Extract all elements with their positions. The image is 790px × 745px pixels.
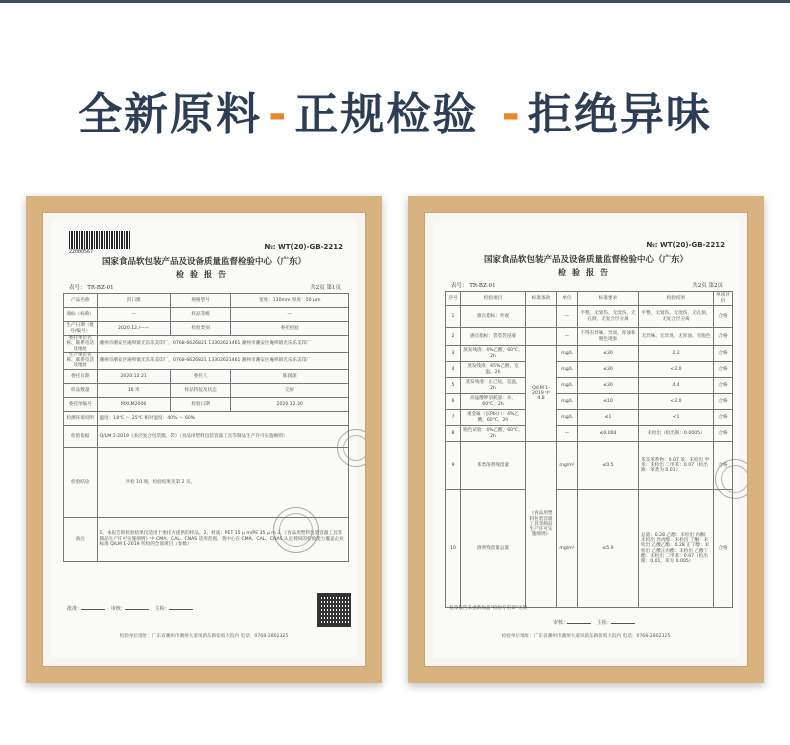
edge-seal: [715, 459, 748, 499]
cell-verdict: 合格: [714, 394, 733, 410]
report-title: 检验报告: [176, 269, 232, 279]
cell-index: 10: [446, 490, 461, 608]
field-value: 共检 10 项，检验结果见第 2 页。: [97, 447, 349, 517]
field-label: 检验依据: [64, 425, 98, 447]
column-header: 单位: [557, 292, 578, 306]
field-value: Q/LM 1-2019《多层复合包装膜、袋》（食品用塑料包装容器工具等制品生产许可实施细则）: [97, 425, 349, 447]
issuing-organization: 国家食品软包装产品及设备质量监督检验中心（广东）: [483, 255, 688, 265]
approver-signature: [81, 603, 108, 610]
cell-result: 总量：0.28 乙醇：未检出 丙酮：未检出 异丙醇：未检出 丁酮：未检出 乙酸乙酯：0.28 正丁醇：未检出 乙酸正丙酯：未检出 乙酸丁酯：未检出 二甲苯：0.07（检出限：0.01，苯为 0.005）: [639, 490, 714, 608]
cell-index: 3: [446, 346, 461, 362]
column-header: 标准要求: [578, 292, 639, 306]
cell-clause: Q/LM 1-2019 中 4.8: [526, 346, 557, 442]
cell-verdict: 合格: [714, 442, 733, 490]
cell-result: 平整，无划伤、无烫伤、无孔洞，无复合层分离: [639, 306, 714, 328]
cell-verdict: 合格: [714, 306, 733, 328]
report-number: №: WT(20)-GB-2212: [264, 243, 343, 251]
cell-index: 6: [446, 394, 461, 410]
cell-result: 无异味、无异臭、无浑浊、无脱色: [639, 328, 714, 346]
cell-requirement: ≤30: [578, 346, 639, 362]
cell-unit: —: [557, 426, 578, 442]
table-row: [64, 383, 349, 397]
field-value: 完好: [231, 383, 349, 397]
table-row: [446, 346, 733, 362]
cell-clause: [526, 306, 557, 328]
cell-index: 4: [446, 362, 461, 378]
table-row: [446, 328, 733, 346]
cell-requirement: ≤1: [578, 410, 639, 426]
field-value: 委托检验: [231, 322, 349, 336]
cell-item: 脱色试验：4%乙酸，60℃，2h: [461, 426, 526, 442]
cell-index: 1: [446, 306, 461, 328]
field-value: MXLM2006: [97, 397, 170, 411]
report-page-2: [433, 221, 739, 658]
test-results-table: [445, 291, 733, 608]
table-row: [64, 369, 349, 383]
barcode: [69, 231, 131, 249]
column-header: 检验项目: [461, 292, 526, 306]
field-label: 检验类别: [170, 322, 231, 336]
report-title: 检验报告: [558, 267, 614, 277]
cell-unit: mg/L: [557, 346, 578, 362]
barcode-number: 22000567: [69, 249, 94, 255]
reviewer-label: 审核：: [553, 620, 569, 626]
field-label: 生产日期（批号/编号）: [64, 322, 98, 336]
cell-index: 7: [446, 410, 461, 426]
cell-verdict: 合格: [714, 490, 733, 608]
table-row: [446, 442, 733, 490]
headline-part3: 拒绝异味: [527, 89, 712, 140]
field-value: 宽度：130mm 厚度：50 μm: [231, 294, 349, 308]
cell-clause: [526, 328, 557, 346]
cell-unit: —: [557, 306, 578, 328]
cell-result: 未检出（检出限：0.0005）: [639, 426, 714, 442]
field-label: 样品特征及状态: [170, 383, 231, 397]
field-label: 检测环境说明: [64, 411, 98, 425]
field-label: 生产单位名称、联系电话及地址: [64, 352, 98, 369]
table-row: [64, 322, 349, 336]
cell-result: 苯及苯系物：0.07 苯：未检出 甲苯：未检出 二甲苯：0.07（检出限：苯类为 0.01）: [639, 442, 714, 490]
certificate-frame-left: [26, 196, 382, 683]
cell-result: <1: [639, 410, 714, 426]
approver-label: 批准：: [67, 606, 83, 612]
cell-item: 感官指标：外观: [461, 306, 526, 328]
maker-label: 主检：: [596, 620, 612, 626]
field-label: 委托单位名称、联系电话及地址: [64, 336, 98, 353]
table-row: [64, 411, 349, 425]
field-value: 2020.12.30: [231, 397, 349, 411]
frame-mat: [424, 212, 748, 667]
field-label: 委托人: [170, 369, 231, 383]
cell-item: 蒸发残渣：65%乙醇，室温，2h: [461, 362, 526, 378]
cell-item: 蒸发残渣：4%乙酸，60℃，2h: [461, 346, 526, 362]
field-value: 2020.12.21: [97, 369, 170, 383]
field-label: 样品等级: [170, 308, 231, 322]
copy-notice: 复印报告未重新加盖“检验专用章”无效: [449, 606, 528, 611]
cell-requirement: 平整，无划伤、无烫伤、无孔洞，无复合层分离: [578, 306, 639, 328]
column-header: 单项评价: [714, 292, 733, 306]
cell-requirement: ≤10: [578, 394, 639, 410]
maker-label: 主检：: [154, 606, 170, 612]
report-page-1: [51, 221, 357, 658]
field-value: 潮州市潮安区庵埠镇光乐乐美印厂，0768-6626821 13302621461 潮州市潮安区庵埠镇光乐乐美印厂: [97, 352, 349, 369]
cell-requirement: ≤5.0: [578, 490, 639, 608]
maker-signature: [611, 617, 638, 624]
reviewer-signature: [567, 617, 594, 624]
cell-unit: mg/L: [557, 362, 578, 378]
cell-result: <2.0: [639, 362, 714, 378]
field-label: 规格型号: [170, 294, 231, 308]
field-label: 检验日期: [170, 397, 231, 411]
field-label: 检验结论: [64, 447, 98, 517]
form-number: 表号： TR-BZ-01: [69, 285, 114, 291]
headline-separator-2: -: [501, 89, 522, 140]
frame-mat: [42, 212, 366, 667]
cell-requirement: ≤0.5: [578, 442, 639, 490]
cell-result: 4.4: [639, 378, 714, 394]
report-number: №: WT(20)-GB-2212: [646, 241, 725, 249]
signature-block: [553, 617, 636, 626]
page-indicator: 共2页 第2页: [692, 283, 723, 289]
cell-unit: mg/L: [557, 378, 578, 394]
field-value: 陈润深: [231, 369, 349, 383]
cell-unit: —: [557, 328, 578, 346]
cell-index: 9: [446, 442, 461, 490]
table-row: [446, 362, 733, 378]
table-row: [446, 410, 733, 426]
qr-code: [317, 593, 351, 627]
cell-result: 2.2: [639, 346, 714, 362]
table-row: [446, 490, 733, 608]
column-header: 标准条款: [526, 292, 557, 306]
field-value: 2020.12./——: [97, 322, 170, 336]
report-footer: 检验单位地址：广东省潮州市潮州大道凤新东路张岐大院内 电话：0768-2802325: [501, 634, 671, 639]
maker-signature: [168, 603, 195, 610]
table-row: [446, 426, 733, 442]
cell-unit: mg/L: [557, 410, 578, 426]
field-value: 封口膜: [97, 294, 170, 308]
issuing-organization: 国家食品软包装产品及设备质量监督检验中心（广东）: [101, 257, 306, 267]
cell-clause: 《食品用塑料包装容器工具等制品生产许可实施细则》: [526, 442, 557, 608]
cell-verdict: 合格: [714, 346, 733, 362]
column-header: 检验结果: [639, 292, 714, 306]
report-footer: 检验单位地址：广东省潮州市潮州大道凤新东路张岐大院内 电话：0768-2802325: [119, 634, 289, 639]
table-header-row: [446, 292, 733, 306]
table-row: [446, 306, 733, 328]
field-value: —: [97, 308, 170, 322]
cell-unit: mg/m²: [557, 442, 578, 490]
page-indicator: 共2页 第1页: [310, 285, 341, 291]
cell-index: 8: [446, 426, 461, 442]
cell-verdict: 合格: [714, 410, 733, 426]
cell-requirement: ≤30: [578, 362, 639, 378]
table-row: [64, 425, 349, 447]
headline-separator-1: -: [268, 89, 289, 140]
field-value: 潮州市潮安区庵埠镇光乐乐美印厂，0768-6626821 13302621461 潮州市潮安区庵埠镇光乐乐美印厂: [97, 336, 349, 353]
table-row: [446, 394, 733, 410]
cell-item: 重金属（以Pb计）：4%乙酸，60℃，2h: [461, 410, 526, 426]
headline-part1: 全新原料: [78, 89, 263, 140]
cell-item: 高锰酸钾消耗量：水，60℃，2h: [461, 394, 526, 410]
cell-unit: mg/L: [557, 394, 578, 410]
cell-item: 感官指标：袋装袋浸液: [461, 328, 526, 346]
cell-requirement: ≤0.004: [578, 426, 639, 442]
field-label: 产品名称: [64, 294, 98, 308]
field-value: 1、本报告的检验结果仅适用于委托方提供的样品。2、材质：PET 15 μ m/PE 35 μ m 3、《食品用塑料包装容器工具等制品生产许可实施细则》中 CMA、CAL、CNAS 适用范围，我中心在 CMA、CAL、CNAS 认定授权的检验能力覆盖企业标准 Q/LM 1-2019 所检的全部项目（参数）: [97, 517, 349, 561]
field-value: 10 米: [97, 383, 170, 397]
cell-verdict: 合格: [714, 328, 733, 346]
form-number: 表号： TR-BZ-01: [451, 283, 496, 289]
table-row: [64, 352, 349, 369]
cell-requirement: ≤30: [578, 378, 639, 394]
table-row: [64, 336, 349, 353]
field-label: 委托单编号: [64, 397, 98, 411]
field-value: 温度：18℃ ～ 25℃ 相对湿度：40% ～ 60%: [97, 411, 349, 425]
cell-unit: mg/m²: [557, 490, 578, 608]
cell-requirement: 不得有异味、异臭、浑浊和脱色现象: [578, 328, 639, 346]
certificate-frame-right: [408, 196, 764, 683]
table-row: [64, 308, 349, 322]
field-label: 委托日期: [64, 369, 98, 383]
table-row: [64, 397, 349, 411]
signature-block: [67, 603, 194, 612]
reviewer-signature: [125, 603, 152, 610]
cell-index: 5: [446, 378, 461, 394]
reviewer-label: 审核：: [110, 606, 126, 612]
headline-part2: 正规检验: [294, 89, 479, 140]
column-header: 序号: [446, 292, 461, 306]
page-headline: [0, 78, 790, 142]
cell-verdict: 合格: [714, 378, 733, 394]
field-label: 备注: [64, 517, 98, 561]
cell-item: 蒸发残渣：正己烷，室温，2h: [461, 378, 526, 394]
cell-verdict: 合格: [714, 362, 733, 378]
official-seal: [273, 507, 319, 553]
cell-item: 溶剂残留量总量: [461, 490, 526, 608]
cell-index: 2: [446, 328, 461, 346]
cell-verdict: 合格: [714, 426, 733, 442]
table-row: [64, 447, 349, 517]
cell-result: <2.0: [639, 394, 714, 410]
table-row: [64, 294, 349, 308]
top-divider: [0, 0, 790, 3]
field-value: —: [231, 308, 349, 322]
cell-item: 苯类溶剂残留量: [461, 442, 526, 490]
field-label: 样品数量: [64, 383, 98, 397]
table-row: [446, 378, 733, 394]
field-label: 商标（标称）: [64, 308, 98, 322]
